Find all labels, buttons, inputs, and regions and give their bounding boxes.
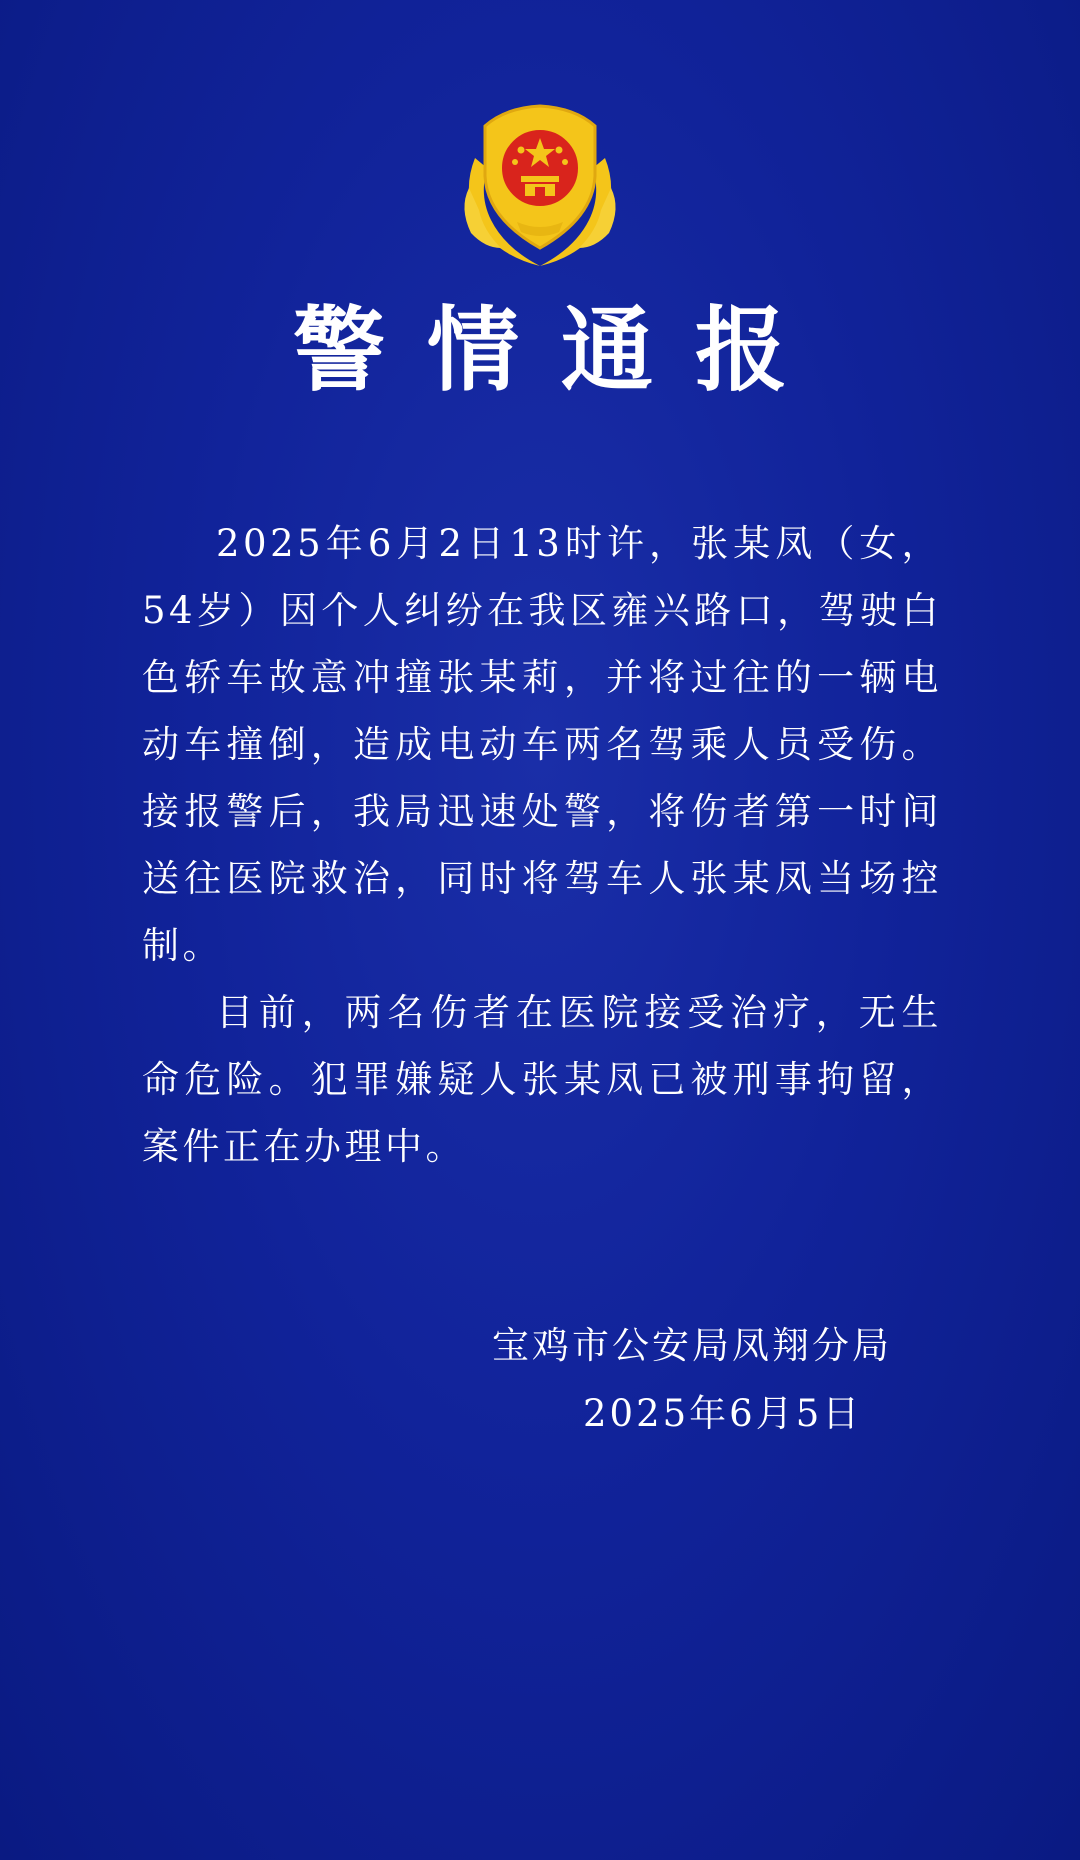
notice-paragraph: 目前，两名伤者在医院接受治疗，无生命危险。犯罪嫌疑人张某凤已被刑事拘留，案件正在办理中。 (142, 991, 942, 1168)
notice-body (142, 510, 942, 1180)
notice-paragraph: 2025年6月2日13时许，张某凤（女，54岁）因个人纠纷在我区雍兴路口，驾驶白色轿车故意冲撞张某莉，并将过往的一辆电动车撞倒，造成电动车两名驾乘人员受伤。接报警后，我局迅速处警，将伤者第一时间送往医院救治，同时将驾车人张某凤当场控制。 (142, 522, 942, 967)
issue-date: 2025年6月5日 (583, 1392, 863, 1435)
police-badge-icon (455, 98, 625, 268)
issuing-organization: 宝鸡市公安局凤翔分局 (492, 1324, 892, 1367)
page-title: 警情通报 (292, 297, 829, 404)
